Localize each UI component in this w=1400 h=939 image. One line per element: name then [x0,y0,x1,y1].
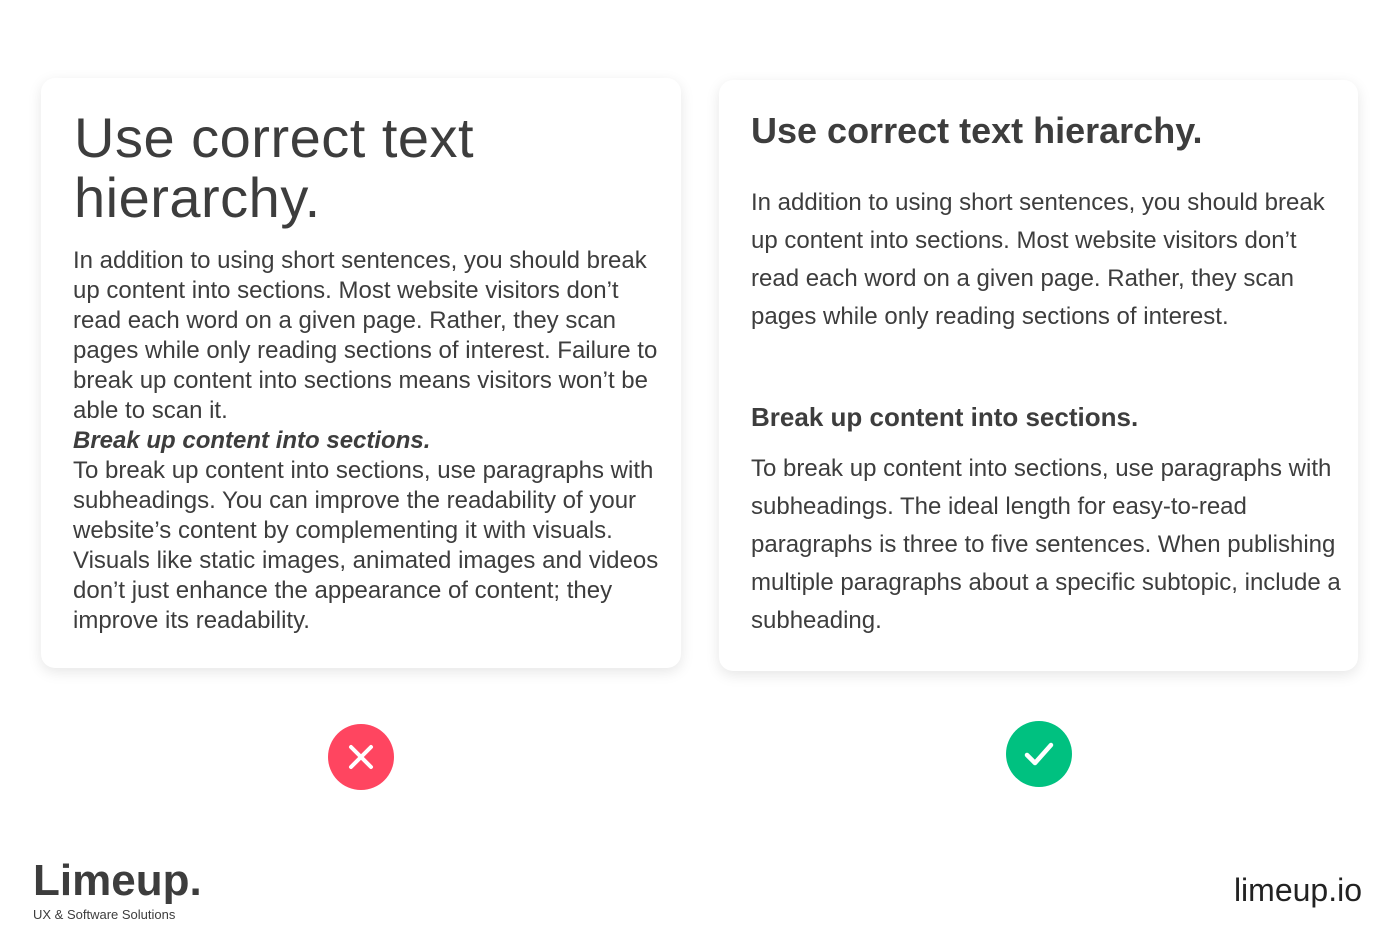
paragraph: To break up content into sections, use paragraphs with subheadings. The ideal length for easy-to-read paragraphs is three to five sentences. When publishing multiple paragraphs about a specific subtopic, include a subheading. [751,455,1341,634]
logo-tagline: UX & Software Solutions [33,907,176,922]
bad-example-card [41,78,681,668]
subheading: Break up content into sections. [73,427,431,454]
paragraph: In addition to using short sentences, you should break up content into sections. Most website visitors don’t read each word on a given page. Rather, they scan pages while only reading sections of interest. [751,189,1325,330]
website-url: limeup.io [1233,872,1362,908]
good-example-card [719,80,1358,671]
limeup-logo: Limeup. [33,856,202,905]
paragraph: To break up content into sections, use paragraphs with subheadings. You can improve the readability of your website’s content by complementing it with visuals. Visuals like static images, animated images and videos don’t just enhance the appearance of content; they improve its readability. [73,457,659,634]
card-title: Use correct text hierarchy. [751,110,1203,151]
paragraph: In addition to using short sentences, you should break up content into sections. Most website visitors don’t read each word on a given page. Rather, they scan pages while only reading sections of interest. Failure to break up content into sections means visitors won’t be able to scan it. [73,247,658,424]
check-icon [1006,721,1072,787]
cross-icon [328,724,394,790]
card-body [73,246,663,636]
subheading: Break up content into sections. [751,402,1139,432]
card-title: Use correct text hierarchy. [74,106,475,229]
